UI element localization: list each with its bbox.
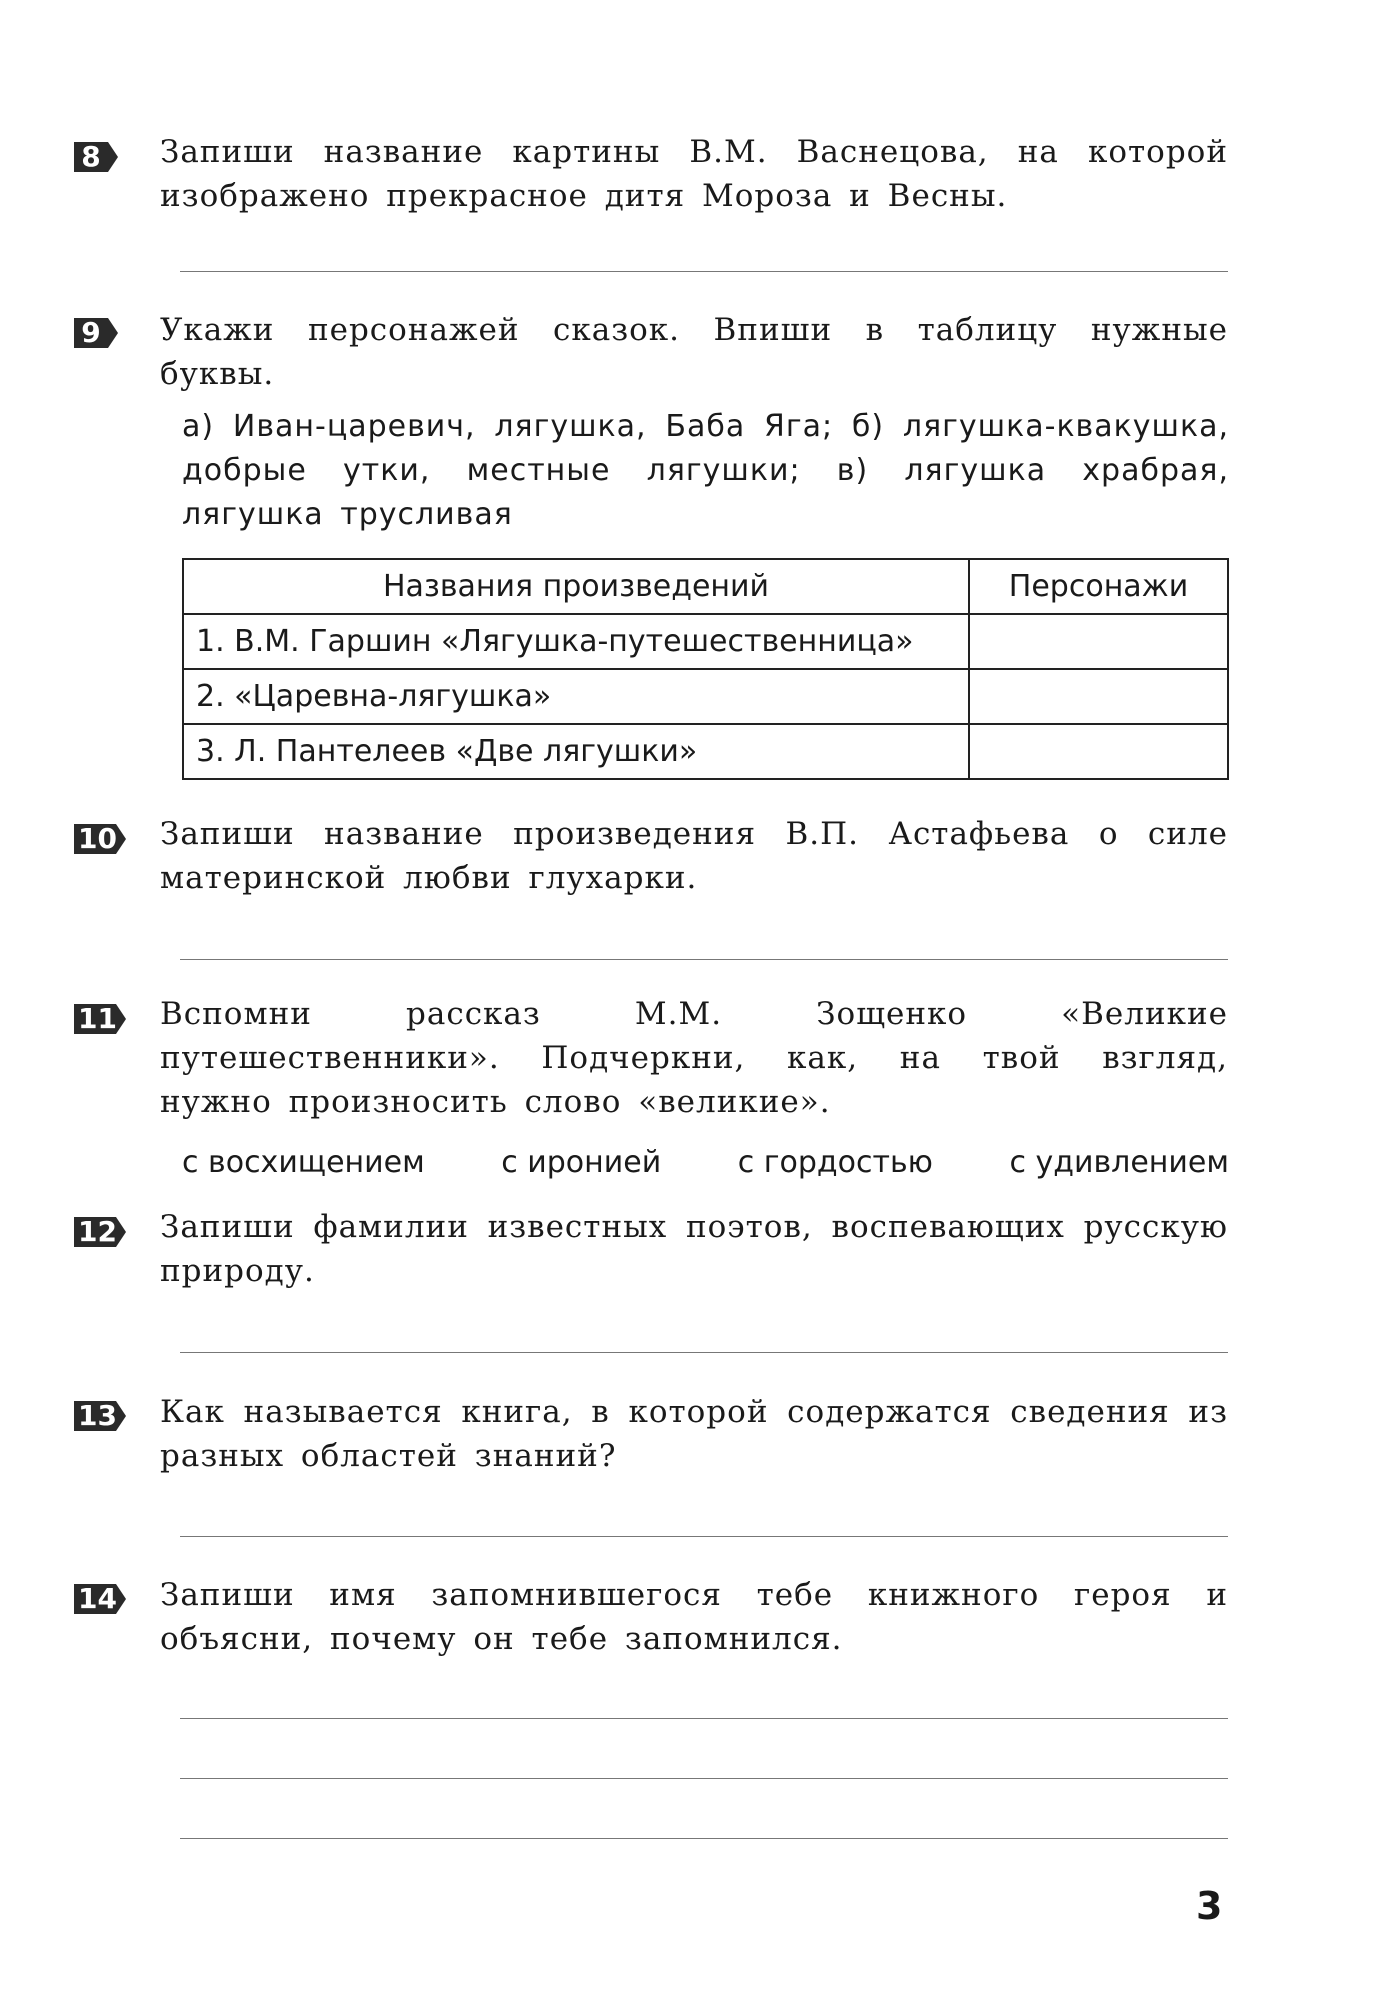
arrow-icon [108, 318, 118, 348]
option-pride[interactable]: с гордостью [737, 1145, 933, 1180]
question-number: 10 [74, 824, 116, 854]
arrow-icon [116, 1401, 126, 1431]
question-number: 14 [74, 1584, 116, 1614]
works-characters-table [182, 558, 1229, 780]
option-surprise[interactable]: с удивлением [1009, 1145, 1229, 1180]
arrow-icon [116, 824, 126, 854]
question-number: 13 [74, 1401, 116, 1431]
arrow-icon [108, 142, 118, 172]
work-title: 2. «Царевна-лягушка» [183, 669, 969, 724]
question-8-number-badge [74, 142, 126, 172]
question-11-number-badge [74, 1004, 126, 1034]
answer-line-q14-1[interactable] [180, 1718, 1228, 1719]
question-13-number-badge [74, 1401, 126, 1431]
option-admiration[interactable]: с восхищением [182, 1145, 425, 1180]
characters-answer-cell[interactable] [969, 614, 1228, 669]
answer-line-q8[interactable] [180, 271, 1228, 272]
table-row [183, 669, 1228, 724]
question-10-number-badge [74, 824, 126, 854]
table-row [183, 614, 1228, 669]
arrow-icon [116, 1004, 126, 1034]
answer-line-q12[interactable] [180, 1352, 1228, 1353]
page-number: 3 [1196, 1884, 1223, 1928]
question-number: 12 [74, 1217, 116, 1247]
answer-line-q14-3[interactable] [180, 1838, 1228, 1839]
question-number: 8 [74, 142, 108, 172]
header-works: Названия произведений [183, 559, 969, 614]
work-title: 3. Л. Пантелеев «Две лягушки» [183, 724, 969, 779]
answer-line-q13[interactable] [180, 1536, 1228, 1537]
question-12-text: Запиши фамилии известных поэтов, воспевающих русскую природу. [160, 1209, 1228, 1289]
question-14-text: Запиши имя запомнившегося тебе книжного героя и объясни, почему он тебе запомнился. [160, 1577, 1228, 1657]
work-title: 1. В.М. Гаршин «Лягушка-путешественница» [183, 614, 969, 669]
question-11-text: Вспомни рассказ М.М. Зощенко «Великие путешественники». Подчеркни, как, на твой взгляд, нужно произносить слово «великие». [160, 996, 1228, 1120]
header-characters: Персонажи [969, 559, 1228, 614]
question-8-text: Запиши название картины В.М. Васнецова, на которой изображено прекрасное дитя Мороза и Весны. [160, 134, 1228, 214]
question-number: 11 [74, 1004, 116, 1034]
answer-line-q14-2[interactable] [180, 1778, 1228, 1779]
answer-line-q10[interactable] [180, 959, 1228, 960]
question-14-number-badge [74, 1584, 126, 1614]
arrow-icon [116, 1584, 126, 1614]
question-9-number-badge [74, 318, 126, 348]
table-header-row [183, 559, 1228, 614]
characters-answer-cell[interactable] [969, 669, 1228, 724]
question-10-text: Запиши название произведения В.П. Астафьева о силе материнской любви глухарки. [160, 816, 1228, 896]
table-row [183, 724, 1228, 779]
characters-answer-cell[interactable] [969, 724, 1228, 779]
question-12-number-badge [74, 1217, 126, 1247]
question-9-character-options: а) Иван-царевич, лягушка, Баба Яга; б) лягушка-квакушка, добрые утки, местные лягушки; в) лягушка храбрая, лягушка трусливая [182, 409, 1229, 532]
question-number: 9 [74, 318, 108, 348]
question-11-options [182, 1141, 1229, 1185]
question-9-text: Укажи персонажей сказок. Впиши в таблицу нужные буквы. [160, 312, 1228, 392]
question-13-text: Как называется книга, в которой содержатся сведения из разных областей знаний? [160, 1394, 1228, 1474]
option-irony[interactable]: с иронией [501, 1145, 662, 1180]
arrow-icon [116, 1217, 126, 1247]
